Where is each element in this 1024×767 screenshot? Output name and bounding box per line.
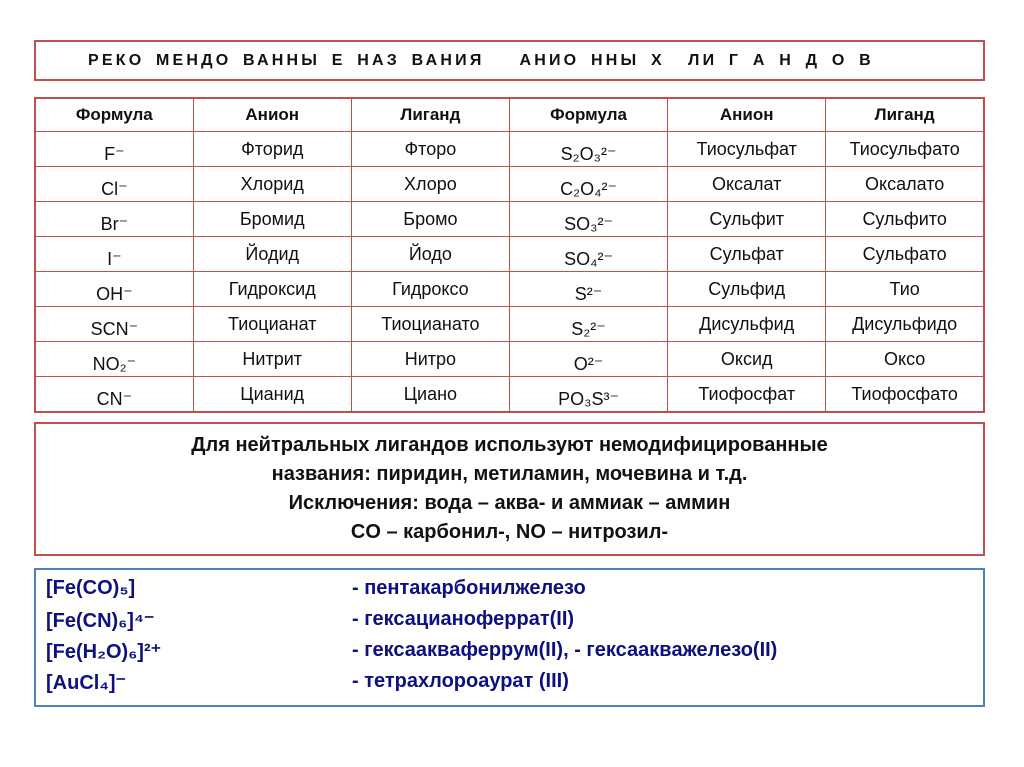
cell-ligand: Бромо bbox=[351, 202, 509, 237]
cell-ligand: Йодо bbox=[351, 237, 509, 272]
cell-formula: S₂²⁻ bbox=[509, 307, 667, 342]
page-title: РЕКО МЕНДО ВАННЫ Е НАЗ ВАНИЯ АНИО ННЫ Х ЛИ Г А Н Д О В bbox=[88, 51, 874, 69]
cell-ligand: Тиосульфато bbox=[826, 132, 984, 167]
table-row bbox=[35, 272, 984, 307]
cell-formula: F⁻ bbox=[35, 132, 193, 167]
example-row bbox=[36, 670, 983, 701]
table-row bbox=[35, 307, 984, 342]
example-row bbox=[36, 577, 983, 608]
cell-formula: S₂O₃²⁻ bbox=[509, 132, 667, 167]
cell-anion: Оксид bbox=[668, 342, 826, 377]
table-row bbox=[35, 342, 984, 377]
neutral-ligands-note bbox=[34, 422, 985, 556]
cell-anion: Гидроксид bbox=[193, 272, 351, 307]
title-banner bbox=[34, 40, 985, 81]
cell-ligand: Гидроксо bbox=[351, 272, 509, 307]
cell-anion: Хлорид bbox=[193, 167, 351, 202]
cell-anion: Сульфид bbox=[668, 272, 826, 307]
cell-anion: Бромид bbox=[193, 202, 351, 237]
cell-formula: NO₂⁻ bbox=[35, 342, 193, 377]
table-row bbox=[35, 202, 984, 237]
cell-ligand: Тиоцианато bbox=[351, 307, 509, 342]
cell-ligand: Сульфато bbox=[826, 237, 984, 272]
cell-anion: Тиофосфат bbox=[668, 377, 826, 413]
note-line-2: названия: пиридин, метиламин, мочевина и т.д. bbox=[271, 463, 748, 485]
table-row bbox=[35, 132, 984, 167]
cell-formula: Br⁻ bbox=[35, 202, 193, 237]
cell-anion: Нитрит bbox=[193, 342, 351, 377]
cell-formula: OH⁻ bbox=[35, 272, 193, 307]
example-formula: [Fe(H₂O)₆]²⁺ bbox=[46, 641, 162, 663]
header-formula-1: Формула bbox=[35, 98, 193, 132]
cell-ligand: Хлоро bbox=[351, 167, 509, 202]
cell-anion: Цианид bbox=[193, 377, 351, 413]
note-line-4: CO – карбонил-, NO – нитрозил- bbox=[350, 521, 669, 543]
cell-ligand: Оксалато bbox=[826, 167, 984, 202]
example-name: - пентакарбонилжелезо bbox=[352, 577, 586, 599]
cell-ligand: Тио bbox=[826, 272, 984, 307]
example-row bbox=[36, 639, 983, 670]
cell-formula: I⁻ bbox=[35, 237, 193, 272]
header-ligand-2: Лиганд bbox=[826, 98, 984, 132]
example-formula: [Fe(CN)₆]⁴⁻ bbox=[46, 610, 155, 632]
cell-anion: Тиосульфат bbox=[668, 132, 826, 167]
cell-formula: SO₃²⁻ bbox=[509, 202, 667, 237]
cell-formula: Cl⁻ bbox=[35, 167, 193, 202]
example-row bbox=[36, 608, 983, 639]
header-anion-1: Анион bbox=[193, 98, 351, 132]
cell-formula: O²⁻ bbox=[509, 342, 667, 377]
cell-ligand: Фторо bbox=[351, 132, 509, 167]
note-line-1: Для нейтральных лигандов используют немодифицированные bbox=[191, 434, 828, 456]
note-line-3: Исключения: вода – аква- и аммиак – аммин bbox=[288, 492, 731, 514]
header-ligand-1: Лиганд bbox=[351, 98, 509, 132]
example-name: - тетрахлороаурат (III) bbox=[352, 670, 569, 692]
cell-formula: S²⁻ bbox=[509, 272, 667, 307]
cell-ligand: Нитро bbox=[351, 342, 509, 377]
cell-formula: SCN⁻ bbox=[35, 307, 193, 342]
cell-anion: Сульфит bbox=[668, 202, 826, 237]
example-formula: [Fe(CO)₅] bbox=[46, 577, 136, 599]
cell-anion: Оксалат bbox=[668, 167, 826, 202]
cell-formula: C₂O₄²⁻ bbox=[509, 167, 667, 202]
example-name: - гексааквaферрум(II), - гексааквaжелезо(II) bbox=[352, 639, 778, 661]
cell-ligand: Циано bbox=[351, 377, 509, 413]
table-row bbox=[35, 377, 984, 413]
header-anion-2: Анион bbox=[668, 98, 826, 132]
ligand-table-container bbox=[34, 97, 985, 409]
cell-ligand: Тиофосфато bbox=[826, 377, 984, 413]
cell-formula: PO₃S³⁻ bbox=[509, 377, 667, 413]
cell-ligand: Сульфито bbox=[826, 202, 984, 237]
example-name: - гексацианоферрат(II) bbox=[352, 608, 575, 630]
cell-formula: CN⁻ bbox=[35, 377, 193, 413]
table-row bbox=[35, 167, 984, 202]
example-formula: [AuCl₄]⁻ bbox=[46, 672, 127, 694]
cell-ligand: Дисульфидо bbox=[826, 307, 984, 342]
table-header-row bbox=[35, 98, 984, 132]
cell-ligand: Оксо bbox=[826, 342, 984, 377]
cell-anion: Сульфат bbox=[668, 237, 826, 272]
examples-panel bbox=[34, 568, 985, 707]
table-row bbox=[35, 237, 984, 272]
ligand-table bbox=[34, 97, 985, 413]
cell-formula: SO₄²⁻ bbox=[509, 237, 667, 272]
header-formula-2: Формула bbox=[509, 98, 667, 132]
cell-anion: Фторид bbox=[193, 132, 351, 167]
cell-anion: Тиоцианат bbox=[193, 307, 351, 342]
cell-anion: Дисульфид bbox=[668, 307, 826, 342]
cell-anion: Йодид bbox=[193, 237, 351, 272]
